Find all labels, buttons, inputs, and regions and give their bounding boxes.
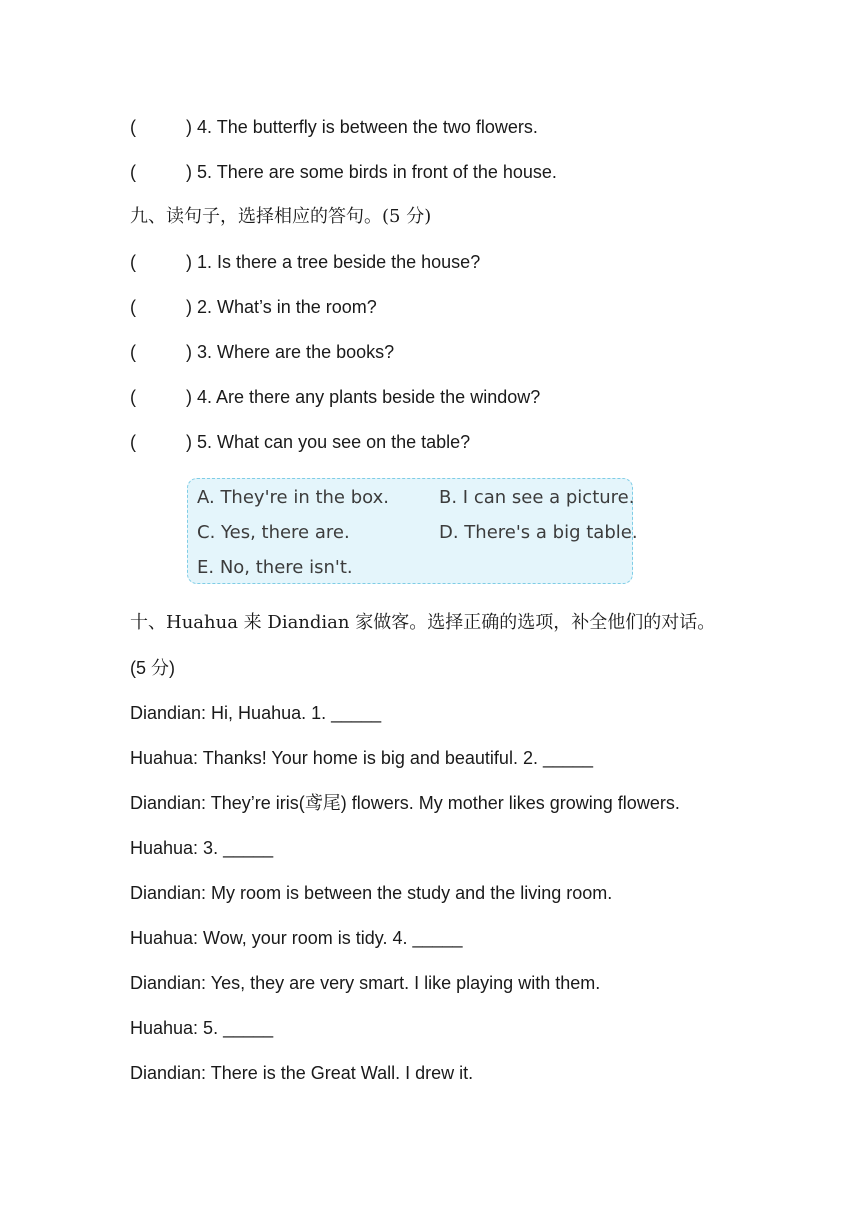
dialogue-line: Huahua: 3. _____ bbox=[130, 838, 274, 858]
question-item: ( ) 5. There are some birds in front of the house. bbox=[130, 162, 557, 182]
option-b: B. I can see a picture. bbox=[439, 487, 635, 508]
dialogue-line: Huahua: Wow, your room is tidy. 4. _____ bbox=[130, 928, 463, 948]
dialogue-line: Diandian: Yes, they are very smart. I like playing with them. bbox=[130, 973, 601, 993]
question-item: ( ) 4. Are there any plants beside the window? bbox=[130, 387, 541, 407]
answer-blank[interactable]: ( bbox=[130, 432, 136, 452]
question-text: 3. Where are the books? bbox=[197, 342, 395, 362]
question-text: 4. The butterfly is between the two flowers. bbox=[197, 117, 538, 137]
section-score: (5 分) bbox=[130, 658, 175, 678]
answer-blank[interactable]: ( bbox=[130, 252, 136, 272]
question-text: 5. There are some birds in front of the house. bbox=[197, 162, 557, 182]
dialogue-line: Diandian: My room is between the study and the living room. bbox=[130, 883, 613, 903]
answer-options-box bbox=[187, 478, 638, 584]
option-d: D. There's a big table. bbox=[439, 522, 638, 543]
answer-blank[interactable]: ( bbox=[130, 117, 136, 137]
option-c: C. Yes, there are. bbox=[197, 522, 350, 543]
question-text: 5. What can you see on the table? bbox=[197, 432, 471, 452]
question-item: ( ) 2. What’s in the room? bbox=[130, 297, 377, 317]
answer-blank[interactable]: ( bbox=[130, 342, 136, 362]
dialogue-line: Diandian: Hi, Huahua. 1. _____ bbox=[130, 703, 382, 723]
answer-blank[interactable]: ( bbox=[130, 297, 136, 317]
dialogue-line: Diandian: They’re iris(鸢尾) flowers. My mother likes growing flowers. bbox=[130, 793, 680, 813]
section-heading: 九、读句子，选择相应的答句。(5 分) bbox=[130, 206, 432, 227]
question-item: ( ) 4. The butterfly is between the two flowers. bbox=[130, 117, 538, 137]
question-item: ( ) 5. What can you see on the table? bbox=[130, 432, 471, 452]
question-item: ( ) 1. Is there a tree beside the house? bbox=[130, 252, 481, 272]
answer-blank[interactable]: ( bbox=[130, 162, 136, 182]
question-text: 2. What’s in the room? bbox=[197, 297, 377, 317]
answer-blank[interactable]: ( bbox=[130, 387, 136, 407]
section-heading: 十、Huahua 来 Diandian 家做客。选择正确的选项，补全他们的对话。 bbox=[130, 612, 716, 633]
option-a: A. They're in the box. bbox=[197, 487, 389, 508]
dialogue-line: Diandian: There is the Great Wall. I drew it. bbox=[130, 1063, 474, 1083]
dialogue-line: Huahua: Thanks! Your home is big and beautiful. 2. _____ bbox=[130, 748, 594, 768]
dialogue-line: Huahua: 5. _____ bbox=[130, 1018, 274, 1038]
question-text: 4. Are there any plants beside the window? bbox=[197, 387, 541, 407]
question-item: ( ) 3. Where are the books? bbox=[130, 342, 395, 362]
question-text: 1. Is there a tree beside the house? bbox=[197, 252, 481, 272]
option-e: E. No, there isn't. bbox=[197, 557, 353, 578]
